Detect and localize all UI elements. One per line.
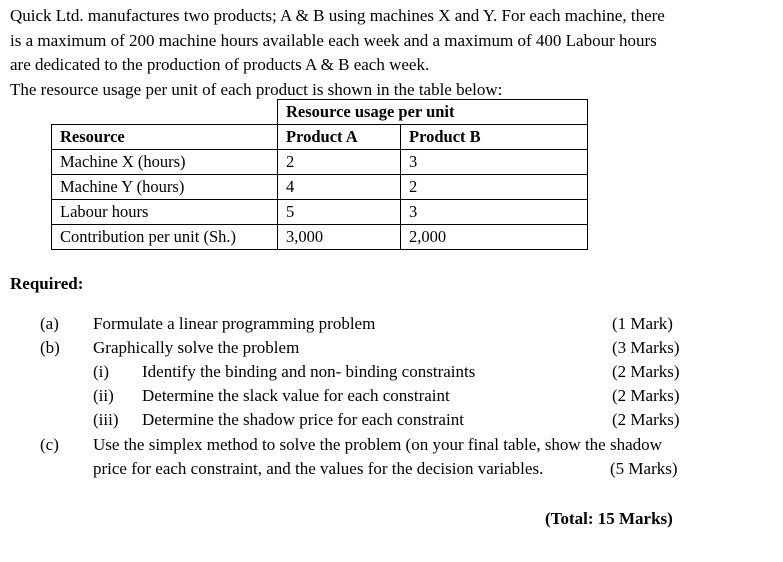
item-b-marks: (3 Marks) [612, 338, 680, 357]
item-c-text-line2: price for each constraint, and the values for the decision variables. [93, 459, 544, 478]
item-c-marks: (5 Marks) [610, 459, 678, 478]
cell-product-a: 2 [278, 150, 401, 175]
intro-line: Quick Ltd. manufactures two products; A & B using machines X and Y. For each machine, there [10, 6, 665, 25]
item-c-text-line1: Use the simplex method to solve the problem (on your final table, show the shadow [93, 435, 662, 454]
item-a-label: (a) [40, 314, 59, 333]
table-row [52, 200, 588, 225]
required-heading: Required: [10, 274, 84, 293]
cell-product-b: 2 [401, 175, 588, 200]
table-row [52, 175, 588, 200]
table-group-header: Resource usage per unit [278, 100, 588, 125]
cell-product-b: 2,000 [401, 225, 588, 250]
item-a-text: Formulate a linear programming problem [93, 314, 376, 333]
item-a-marks: (1 Mark) [612, 314, 673, 333]
item-b-i-text: Identify the binding and non- binding constraints [142, 362, 476, 381]
cell-resource: Machine Y (hours) [52, 175, 278, 200]
item-b-ii-text: Determine the slack value for each constraint [142, 386, 450, 405]
col-header-product-a: Product A [278, 125, 401, 150]
table-row [52, 150, 588, 175]
table-group-header-row [52, 100, 588, 125]
item-b-iii-marks: (2 Marks) [612, 410, 680, 429]
cell-product-a: 3,000 [278, 225, 401, 250]
total-marks: (Total: 15 Marks) [545, 509, 673, 528]
col-header-resource: Resource [52, 125, 278, 150]
table-header-row [52, 125, 588, 150]
intro-line: are dedicated to the production of products A & B each week. [10, 55, 430, 74]
cell-product-b: 3 [401, 200, 588, 225]
item-b-iii-label: (iii) [93, 410, 119, 429]
table-row [52, 225, 588, 250]
intro-line: is a maximum of 200 machine hours available each week and a maximum of 400 Labour hours [10, 30, 657, 50]
item-c-label: (c) [40, 435, 59, 454]
cell-product-b: 3 [401, 150, 588, 175]
item-b-i-label: (i) [93, 362, 110, 381]
cell-resource: Contribution per unit (Sh.) [52, 225, 278, 250]
cell-product-a: 5 [278, 200, 401, 225]
col-header-product-b: Product B [401, 125, 588, 150]
item-b-text: Graphically solve the problem [93, 338, 300, 357]
table-blank-cell [52, 100, 278, 125]
item-b-i-marks: (2 Marks) [612, 362, 680, 381]
cell-resource: Machine X (hours) [52, 150, 278, 175]
item-b-ii-label: (ii) [93, 386, 114, 405]
intro-line: The resource usage per unit of each product is shown in the table below: [10, 79, 503, 99]
cell-product-a: 4 [278, 175, 401, 200]
cell-resource: Labour hours [52, 200, 278, 225]
item-b-label: (b) [40, 338, 60, 357]
item-b-iii-text: Determine the shadow price for each constraint [142, 410, 464, 429]
resource-usage-table [51, 99, 588, 250]
intro-paragraph [10, 4, 770, 102]
item-b-ii-marks: (2 Marks) [612, 386, 680, 405]
